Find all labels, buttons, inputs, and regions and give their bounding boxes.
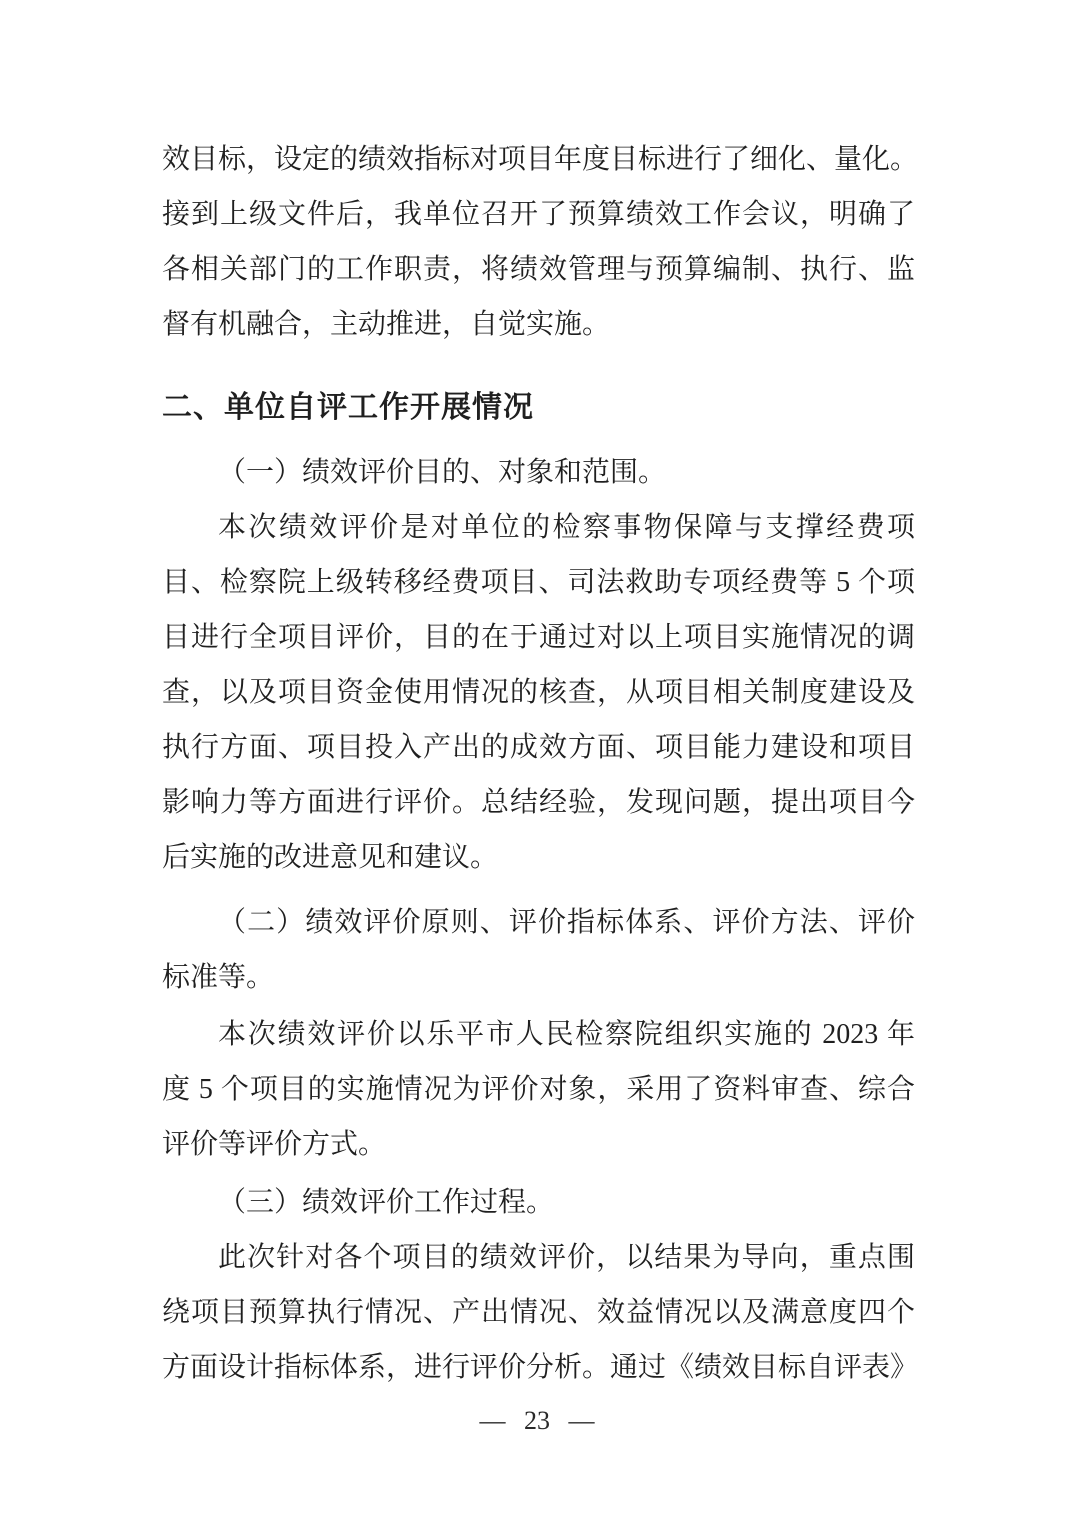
paragraph — [162, 895, 915, 1005]
text-line: 绕项目预算执行情况、产出情况、效益情况以及满意度四个 — [162, 1297, 915, 1328]
text-line: 目、检察院上级转移经费项目、司法救助专项经费等 5 个项 — [162, 567, 915, 598]
text-line: 评价等评价方式。 — [162, 1129, 387, 1160]
text-line: 影响力等方面进行评价。总结经验，发现问题，提出项目今 — [162, 787, 915, 818]
page-number: — 23 — — [479, 1406, 595, 1435]
text-line: 执行方面、项目投入产出的成效方面、项目能力建设和项目 — [162, 732, 915, 763]
text-line: 方面设计指标体系，进行评价分析。通过《绩效目标自评表》 — [162, 1352, 919, 1383]
paragraph — [162, 445, 915, 500]
text-line: 本次绩效评价以乐平市人民检察院组织实施的 2023 年 — [218, 1019, 915, 1050]
text-line: 本次绩效评价是对单位的检察事物保障与支撑经费项 — [218, 512, 915, 543]
text-line: 后实施的改进意见和建议。 — [162, 842, 499, 873]
paragraph — [162, 1230, 919, 1395]
text-line: （一）绩效评价目的、对象和范围。 — [218, 457, 667, 488]
text-line: 度 5 个项目的实施情况为评价对象，采用了资料审查、综合 — [162, 1074, 915, 1105]
document-body — [162, 132, 919, 1395]
text-line: 督有机融合，主动推进，自觉实施。 — [162, 309, 611, 340]
text-line: 标准等。 — [162, 962, 275, 993]
paragraph — [162, 1175, 915, 1230]
paragraph — [162, 500, 915, 885]
text-line: （三）绩效评价工作过程。 — [218, 1187, 555, 1218]
text-line: 二、单位自评工作开展情况 — [162, 391, 534, 424]
paragraph — [162, 132, 919, 352]
text-line: 此次针对各个项目的绩效评价，以结果为导向，重点围 — [218, 1242, 915, 1273]
text-line: 查，以及项目资金使用情况的核查，从项目相关制度建设及 — [162, 677, 915, 708]
section-heading — [162, 380, 915, 435]
text-line: 各相关部门的工作职责，将绩效管理与预算编制、执行、监 — [162, 254, 915, 285]
text-line: 目进行全项目评价，目的在于通过对以上项目实施情况的调 — [162, 622, 915, 653]
paragraph — [162, 1007, 915, 1172]
text-line: （二）绩效评价原则、评价指标体系、评价方法、评价 — [218, 907, 915, 938]
text-line: 接到上级文件后，我单位召开了预算绩效工作会议，明确了 — [162, 199, 915, 230]
text-line: 效目标，设定的绩效指标对项目年度目标进行了细化、量化。 — [162, 144, 919, 175]
